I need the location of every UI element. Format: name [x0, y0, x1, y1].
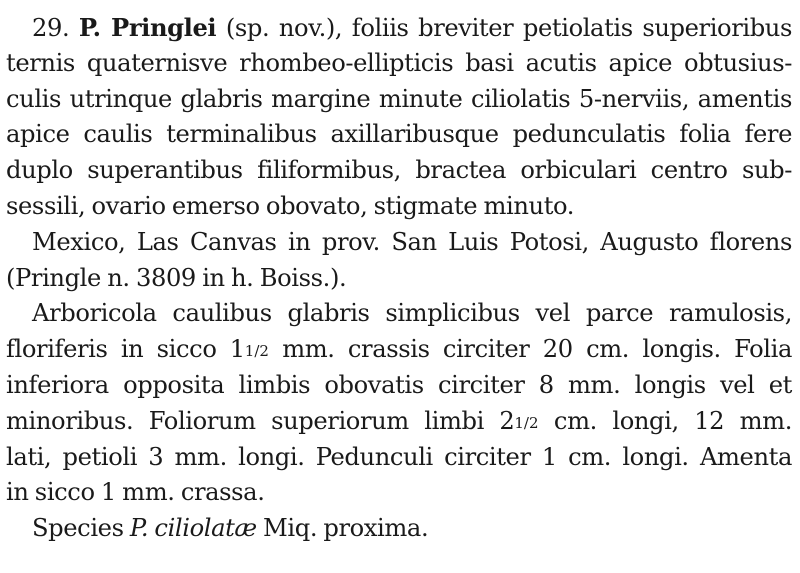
diagnosis-line-2: ternis quaternisve rhombeo-ellipticis basi acutis apice obtusius- [6, 48, 792, 77]
note-paragraph [6, 511, 792, 547]
species-number: 29. [32, 14, 70, 42]
diagnosis-line-6: sessili, ovario emerso obovato, stigmate minuto. [6, 191, 575, 220]
description-paragraph [6, 296, 792, 511]
description-line-1: Arboricola caulibus glabris simplicibus vel parce ramulosis, [32, 299, 792, 328]
description-line-4 [6, 404, 792, 440]
note-line [6, 511, 792, 547]
description-line-4-post: cm. longi, 12 mm. [538, 406, 792, 435]
description-line-2-pre: floriferis in sicco 1 [6, 335, 245, 364]
species-name: P. Pringlei [78, 13, 217, 42]
fraction-half: 1/2 [514, 413, 539, 432]
document-page [6, 10, 792, 547]
diagnosis-line-1 [6, 10, 792, 46]
diagnosis-line-5: duplo superantibus filiformibus, bractea orbiculari centro sub- [6, 156, 792, 185]
description-line-5: lati, petioli 3 mm. longi. Pedunculi circiter 1 cm. longi. Amenta [6, 442, 792, 471]
diagnosis-line-3: culis utrinque glabris margine minute ciliolatis 5-nerviis, amentis [6, 84, 792, 113]
description-line-2 [6, 332, 792, 368]
locality-paragraph [6, 225, 792, 297]
species-diagnosis [6, 10, 792, 225]
diagnosis-line-4: apice caulis terminalibus axillaribusque pedunculatis folia fere [6, 120, 792, 149]
fraction-half: 1/2 [244, 342, 269, 361]
note-pre: Species [32, 514, 130, 543]
description-line-4-pre: minoribus. Foliorum superiorum limbi 2 [6, 406, 515, 435]
locality-line-2: (Pringle n. 3809 in h. Boiss.). [6, 263, 347, 292]
description-line-6: in sicco 1 mm. crassa. [6, 478, 265, 507]
diagnosis-line-1-text: (sp. nov.), foliis breviter petiolatis superioribus [216, 14, 792, 42]
locality-line-1: Mexico, Las Canvas in prov. San Luis Potosi, Augusto florens [32, 227, 792, 256]
description-line-2-post: mm. crassis circiter 20 cm. longis. Folia [268, 335, 792, 364]
note-post: Miq. proxima. [256, 514, 429, 543]
description-line-3: inferiora opposita limbis obovatis circiter 8 mm. longis vel et [6, 370, 792, 399]
related-species-name: P. ciliolatæ [129, 514, 257, 543]
